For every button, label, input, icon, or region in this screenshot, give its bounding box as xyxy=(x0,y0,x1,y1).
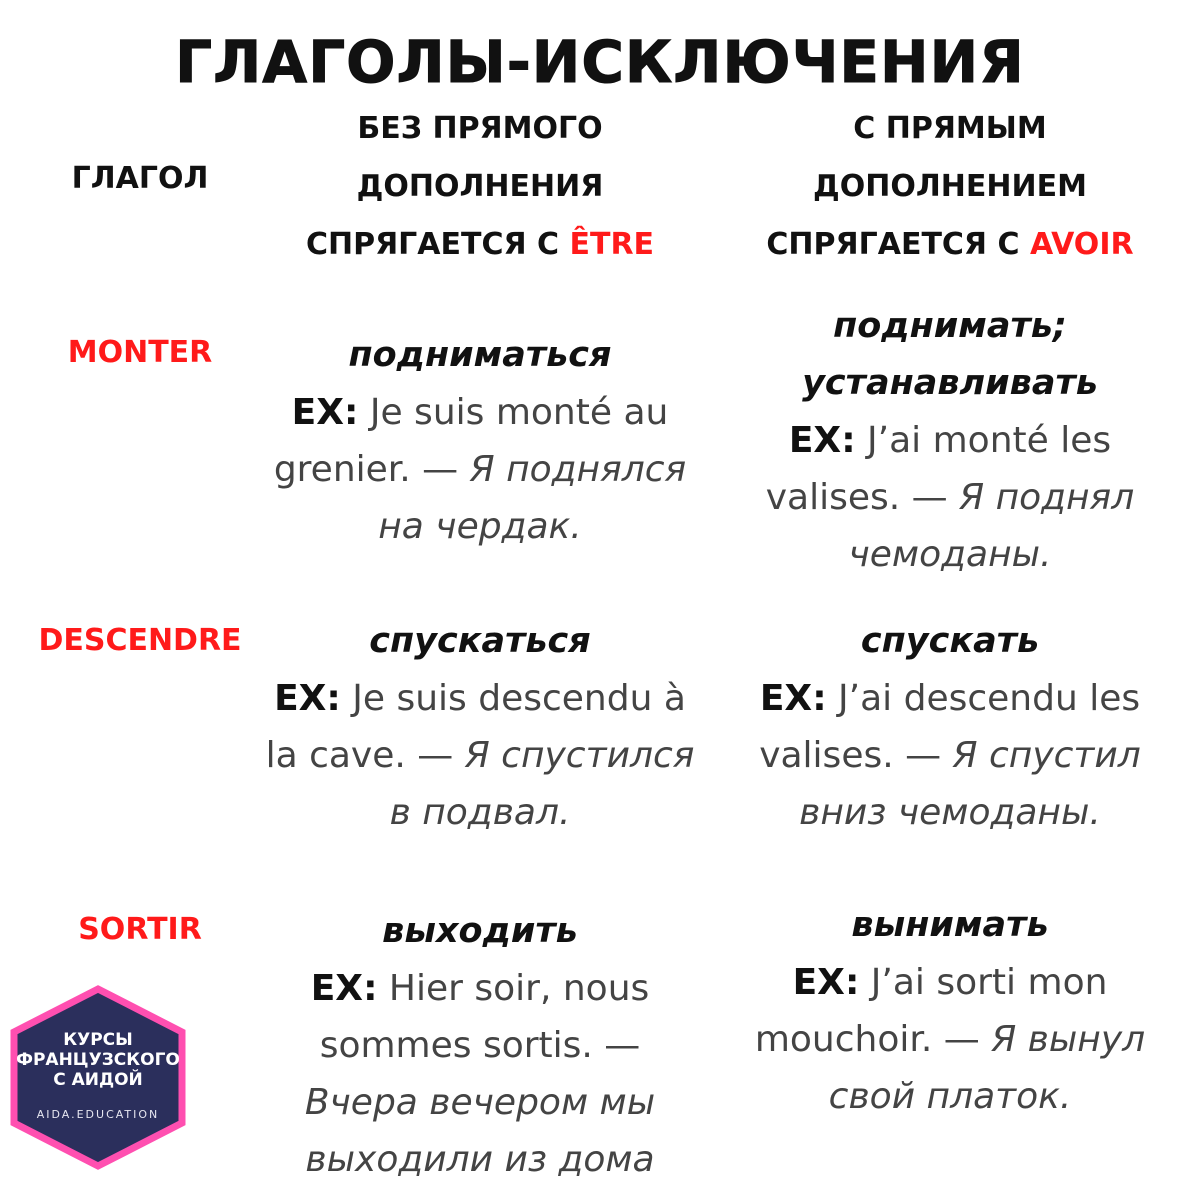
row3-col2-cell xyxy=(730,897,1170,1125)
row2-col2-example-ru: Я спустил вниз чемоданы. xyxy=(799,735,1141,833)
row1-col2-example-ru: Я поднял чемоданы. xyxy=(848,477,1135,575)
logo-line1: КУРСЫ xyxy=(63,1030,133,1050)
header-c1-aux: ÊTRE xyxy=(569,227,655,262)
header-with-direct-object xyxy=(730,100,1170,274)
row1-col2-example-fr: J’ai monté les valises. — xyxy=(765,420,1112,518)
row3-col2-translation: вынимать xyxy=(851,905,1049,945)
row1-col2-cell xyxy=(730,298,1170,583)
logo-text xyxy=(8,1030,188,1090)
row2-col2-ex-label: EX: xyxy=(759,678,827,719)
row3-col1-ex-label: EX: xyxy=(310,968,378,1009)
row3-col1-example-fr: Hier soir, nous sommes sortis. — xyxy=(319,968,650,1066)
row1-col2-ex-label: EX: xyxy=(788,420,856,461)
row2-col1-cell xyxy=(255,613,705,841)
header-c1-line3-text: СПРЯГАЕТСЯ С xyxy=(305,227,570,262)
header-c2-line3-text: СПРЯГАЕТСЯ С xyxy=(766,227,1030,262)
verb-monter: MONTER xyxy=(67,335,213,370)
logo-line3: С АИДОЙ xyxy=(53,1070,143,1090)
header-c1-line1: БЕЗ ПРЯМОГО xyxy=(357,111,603,146)
row2-col2-translation: спускать xyxy=(860,621,1040,661)
row2-col2-example-fr: J’ai descendu les valises. — xyxy=(759,678,1141,776)
row3-col2-example-ru: Я вынул свой платок. xyxy=(828,1019,1146,1117)
row1-col1-ex-label: EX: xyxy=(291,392,359,433)
header-c2-line3 xyxy=(730,216,1170,274)
row1-col2-translation: поднимать; устанавливать xyxy=(802,306,1098,403)
row1-col1-example-fr: Je suis monté au grenier. — xyxy=(273,392,669,490)
header-without-direct-object xyxy=(260,100,700,274)
row3-col2-example-fr: J’ai sorti mon mouchoir. — xyxy=(754,962,1108,1060)
logo-line2: ФРАНЦУЗСКОГО xyxy=(16,1050,180,1070)
row3-col1-example-ru: Вчера вечером мы выходили из дома xyxy=(304,1082,656,1180)
header-c2-aux: AVOIR xyxy=(1029,227,1134,262)
logo-subtitle: AIDA.EDUCATION xyxy=(36,1108,160,1121)
row1-col1-cell xyxy=(255,327,705,555)
row2-col1-example-ru: Я спустился в подвал. xyxy=(389,735,695,833)
row2-col1-translation: спускаться xyxy=(369,621,591,661)
header-c1-line2: ДОПОЛНЕНИЯ xyxy=(356,169,604,204)
row2-col1-ex-label: EX: xyxy=(274,678,341,719)
row1-col1-example-ru: Я поднялся на чердак. xyxy=(378,449,687,547)
verb-descendre: DESCENDRE xyxy=(38,623,242,658)
header-c2-line1: С ПРЯМЫМ xyxy=(853,111,1047,146)
row1-col1-translation: подниматься xyxy=(348,335,612,375)
row2-col1-example-fr: Je suis descendu à la cave. — xyxy=(265,678,686,776)
row3-col2-ex-label: EX: xyxy=(792,962,860,1003)
header-verb: ГЛАГОЛ xyxy=(71,161,209,196)
row2-col2-cell xyxy=(730,613,1170,841)
row3-col1-cell xyxy=(290,903,670,1188)
header-c2-line2: ДОПОЛНЕНИЕМ xyxy=(813,169,1087,204)
header-c1-line3 xyxy=(260,216,700,274)
row3-col1-translation: выходить xyxy=(382,911,578,951)
verb-sortir: SORTIR xyxy=(78,912,202,947)
page-title: ГЛАГОЛЫ-ИСКЛЮЧЕНИЯ xyxy=(175,28,1025,96)
